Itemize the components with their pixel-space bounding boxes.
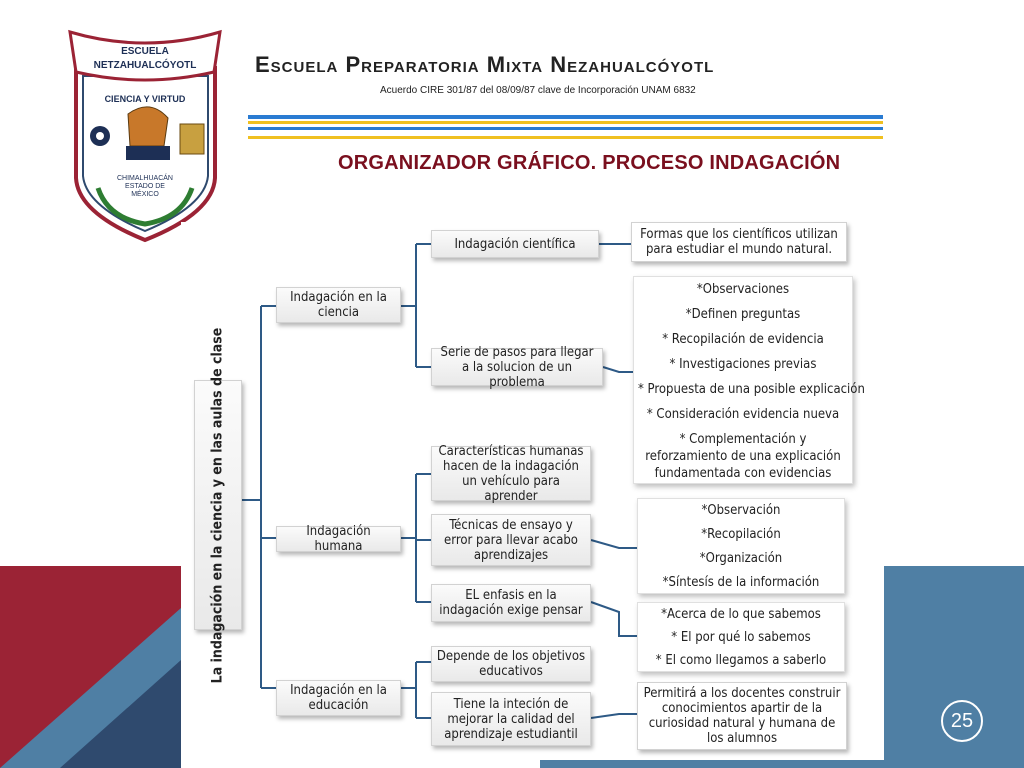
node-indagacion-cientifica bbox=[431, 230, 599, 258]
list-pasos-item: * Consideración evidencia nueva bbox=[646, 407, 840, 422]
school-logo bbox=[68, 28, 223, 248]
logo-name-text: NETZAHUALCÓYOTL bbox=[93, 60, 197, 71]
list-enfasis-item: * El por qué lo sabemos bbox=[671, 630, 811, 645]
detail-formas-cientificos-text: Formas que los científicos utilizan para estudiar el mundo natural. bbox=[640, 227, 838, 257]
list-tecnicas-item: *Organización bbox=[699, 551, 783, 566]
list-tecnicas-item: *Observación bbox=[701, 503, 781, 518]
list-pasos-item: * Propuesta de una posible explicación bbox=[638, 382, 865, 397]
detail-permitira-docentes-text: Permitirá a los docentes construir conocimientos apartir de la curiosidad natural y humana de los alumnos bbox=[643, 686, 841, 746]
list-enfasis-item: *Acerca de lo que sabemos bbox=[661, 607, 821, 622]
node-serie-pasos bbox=[431, 344, 603, 390]
logo-top-text: ESCUELA bbox=[121, 46, 169, 57]
node-indagacion-cientifica-label: Indagación científica bbox=[454, 236, 576, 252]
header-stripe-yellow bbox=[248, 121, 883, 124]
school-title: Escuela Preparatoria Mixta Nezahualcóyotl bbox=[255, 52, 715, 77]
logo-motto: CIENCIA Y VIRTUD bbox=[104, 94, 186, 104]
node-indagacion-educacion-label: Indagación en la educación bbox=[290, 683, 387, 713]
header-stripe-blue bbox=[248, 115, 883, 119]
node-caracteristicas-humanas bbox=[431, 443, 591, 504]
node-objetivos-educativos-label: Depende de los objetivos educativos bbox=[436, 649, 586, 679]
logo-place-3: MÉXICO bbox=[131, 191, 159, 198]
list-pasos-item: * Complementación y reforzamiento de una explicación fundamentada con evidencias bbox=[645, 432, 841, 481]
school-subtitle: Acuerdo CIRE 301/87 del 08/09/87 clave de Incorporación UNAM 6832 bbox=[380, 85, 696, 96]
node-enfasis-indagacion-label: EL enfasis en la indagación exige pensar bbox=[439, 588, 583, 618]
node-indagacion-ciencia-label: Indagación en la ciencia bbox=[290, 290, 387, 320]
list-pasos-item: *Observaciones bbox=[696, 282, 790, 297]
node-mejorar-calidad bbox=[431, 692, 591, 746]
root-label: La indagación en la ciencia y en las aulas de clase bbox=[209, 327, 226, 683]
root-node bbox=[194, 327, 242, 683]
slide-title: ORGANIZADOR GRÁFICO. PROCESO INDAGACIÓN bbox=[338, 152, 841, 174]
node-mejorar-calidad-label: Tiene la inteción de mejorar la calidad del aprendizaje estudiantil bbox=[444, 696, 578, 742]
detail-formas-cientificos bbox=[631, 222, 847, 262]
list-pasos-item: *Definen preguntas bbox=[685, 307, 801, 322]
graphic-organizer bbox=[181, 222, 884, 760]
node-tecnicas-ensayo bbox=[431, 514, 591, 566]
header-stripe-blue-2 bbox=[248, 127, 883, 130]
node-indagacion-humana-label: Indagación humana bbox=[306, 524, 371, 554]
node-indagacion-ciencia bbox=[276, 287, 401, 323]
node-caracteristicas-humanas-label: Características humanas hacen de la indagación un vehículo para aprender bbox=[438, 443, 584, 504]
list-tecnicas-item: *Síntesís de la información bbox=[662, 575, 820, 590]
logo-place-1: CHIMALHUACÁN bbox=[116, 175, 174, 182]
logo-place-2: ESTADO DE bbox=[125, 183, 165, 190]
header-stripe-yellow-2 bbox=[248, 136, 883, 139]
list-enfasis bbox=[637, 602, 845, 672]
list-enfasis-item: * El como llegamos a saberlo bbox=[655, 653, 827, 668]
node-enfasis-indagacion bbox=[431, 584, 591, 622]
node-objetivos-educativos bbox=[431, 646, 591, 682]
list-tecnicas-item: *Recopilación bbox=[701, 527, 781, 542]
node-indagacion-educacion bbox=[276, 680, 401, 716]
list-pasos-item: * Investigaciones previas bbox=[669, 357, 817, 372]
node-indagacion-humana bbox=[276, 526, 401, 552]
node-tecnicas-ensayo-label: Técnicas de ensayo y error para llevar acabo aprendizajes bbox=[444, 517, 578, 563]
node-serie-pasos-label: Serie de pasos para llegar a la solucion de un problema bbox=[440, 344, 594, 390]
list-pasos-item: * Recopilación de evidencia bbox=[662, 332, 824, 347]
page-number: 25 bbox=[941, 700, 983, 742]
list-tecnicas bbox=[637, 498, 845, 594]
list-pasos bbox=[633, 276, 865, 484]
detail-permitira-docentes bbox=[637, 682, 847, 750]
